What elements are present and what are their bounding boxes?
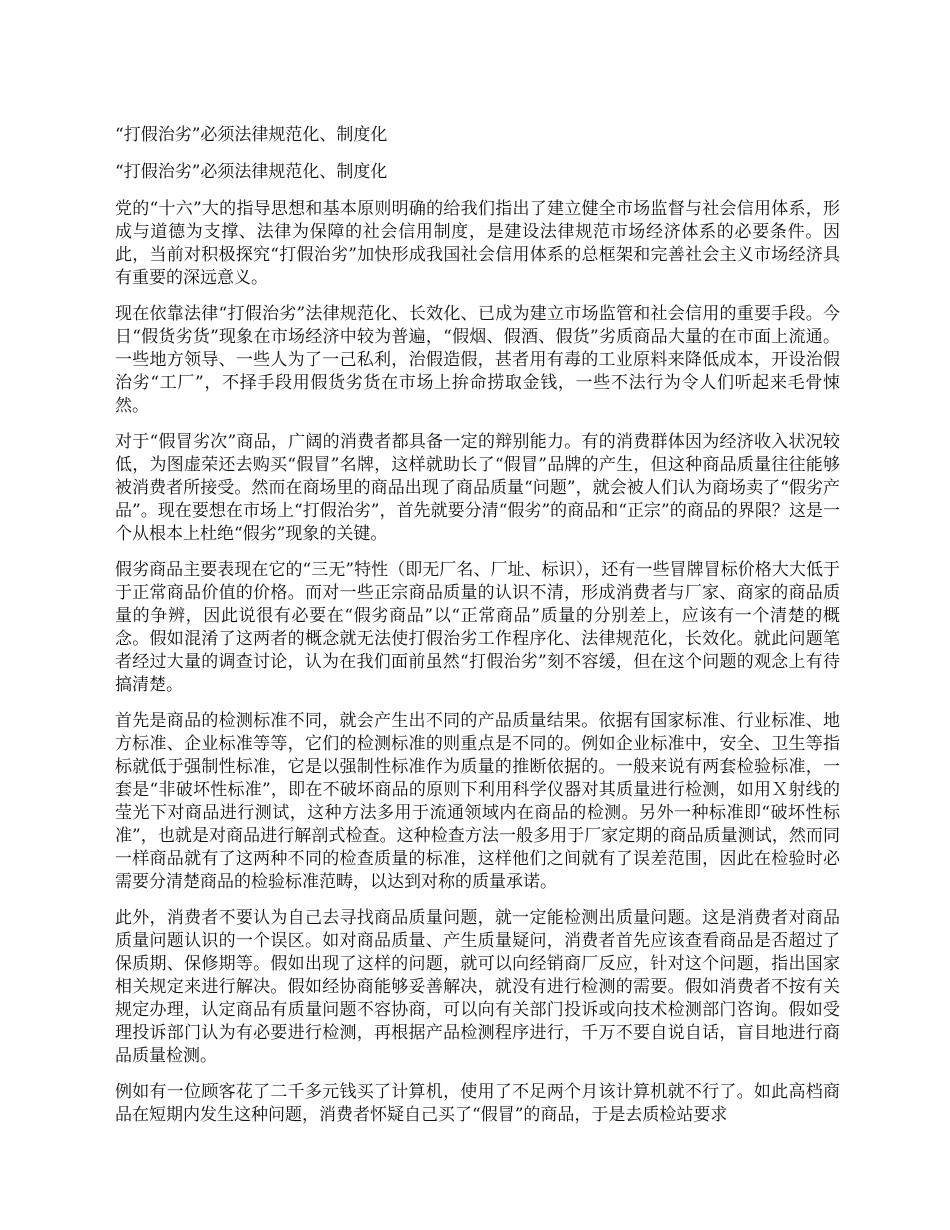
paragraph: 首先是商品的检测标准不同，就会产生出不同的产品质量结果。依据有国家标准、行业标准、地方标准、企业标准等等，它们的检测标准的则重点是不同的。例如企业标准中，安全、卫生等指标就低于强制性标准，它是以强制性标准作为质量的推断依据的。一般来说有两套检验标准，一套是“非破坏性标准”，即在不破坏商品的原则下利用科学仪器对其质量进行检测，如用Ｘ射线的莹光下对商品进行测试，这种方法多用于流通领域内在商品的检测。另外一种标准即“破坏性标准”，也就是对商品进行解剖式检查。这种检查方法一般多用于厂家定期的商品质量测试，然而同一样商品就有了这两种不同的检查质量的标准，这样他们之间就有了误差范围，因此在检验时必需要分清楚商品的检验标准范畴，以达到对称的质量承诺。 bbox=[115, 711, 840, 892]
document-title: “打假治劣”必须法律规范化、制度化 bbox=[115, 125, 388, 145]
paragraph: 假劣商品主要表现在它的“三无”特性（即无厂名、厂址、标识），还有一些冒牌冒标价格大大低于于正常商品价值的价格。而对一些正宗商品质量的认识不清，形成消费者与厂家、商家的商品质量的争辨，因此说很有必要在“假劣商品”以“正常商品”质量的分别差上，应该有一个清楚的概念。假如混淆了这两者的概念就无法使打假治劣工作程序化、法律规范化，长效化。就此问题笔者经过大量的调查讨论，认为在我们面前虽然“打假治劣”刻不容缓，但在这个问题的观念上有待搞清楚。 bbox=[115, 560, 840, 695]
paragraph: 现在依靠法律“打假治劣”法律规范化、长效化、已成为建立市场监管和社会信用的重要手段。今日“假货劣货”现象在市场经济中较为普遍，“假烟、假酒、假货”劣质商品大量的在市面上流通。一些地方领导、一些人为了一己私利，治假造假，甚者用有毒的工业原料来降低成本，开设治假治劣“工厂”，不择手段用假货劣货在市场上拚命捞取金钱，一些不法行为令人们听起来毛骨悚然。 bbox=[115, 304, 840, 416]
document-page bbox=[115, 124, 840, 1140]
paragraph: 此外，消费者不要认为自己去寻找商品质量问题，就一定能检测出质量问题。这是消费者对商品质量问题认识的一个误区。如对商品质量、产生质量疑问，消费者首先应该查看商品是否超过了保质期、保修期等。假如出现了这样的问题，就可以向经销商厂反应，针对这个问题，指出国家相关规定来进行解决。假如经协商能够妥善解决，就没有进行检测的需要。假如消费者不按有关规定办理，认定商品有质量问题不容协商，可以向有关部门投诉或向技术检测部门咨询。假如受理投诉部门认为有必要进行检测，再根据产品检测程序进行，千万不要自说自话，盲目地进行商品质量检测。 bbox=[115, 908, 840, 1066]
paragraph: 对于“假冒劣次”商品，广阔的消费者都具备一定的辩别能力。有的消费群体因为经济收入状况较低，为图虚荣还去购买“假冒”名牌，这样就助长了“假冒”品牌的产生，但这种商品质量往往能够被消费者所接受。然而在商场里的商品出现了商品质量“问题”，就会被人们认为商场卖了“假劣产品”。现在要想在市场上“打假治劣”，首先就要分清“假劣”的商品和“正宗”的商品的界限？这是一个从根本上杜绝“假劣”现象的关键。 bbox=[115, 432, 840, 544]
document-subtitle: “打假治劣”必须法律规范化、制度化 bbox=[115, 162, 388, 182]
paragraph: 党的“十六”大的指导思想和基本原则明确的给我们指出了建立健全市场监督与社会信用体系，形成与道德为支撑、法律为保障的社会信用制度，是建设法律规范市场经济体系的必要条件。因此，当前对积极探究“打假治劣”加快形成我国社会信用体系的总框架和完善社会主义市场经济具有重要的深远意义。 bbox=[115, 199, 840, 288]
paragraph: 例如有一位顾客花了二千多元钱买了计算机，使用了不足两个月该计算机就不行了。如此高档商品在短期内发生这种问题，消费者怀疑自己买了“假冒”的商品，于是去质检站要求 bbox=[115, 1082, 840, 1125]
